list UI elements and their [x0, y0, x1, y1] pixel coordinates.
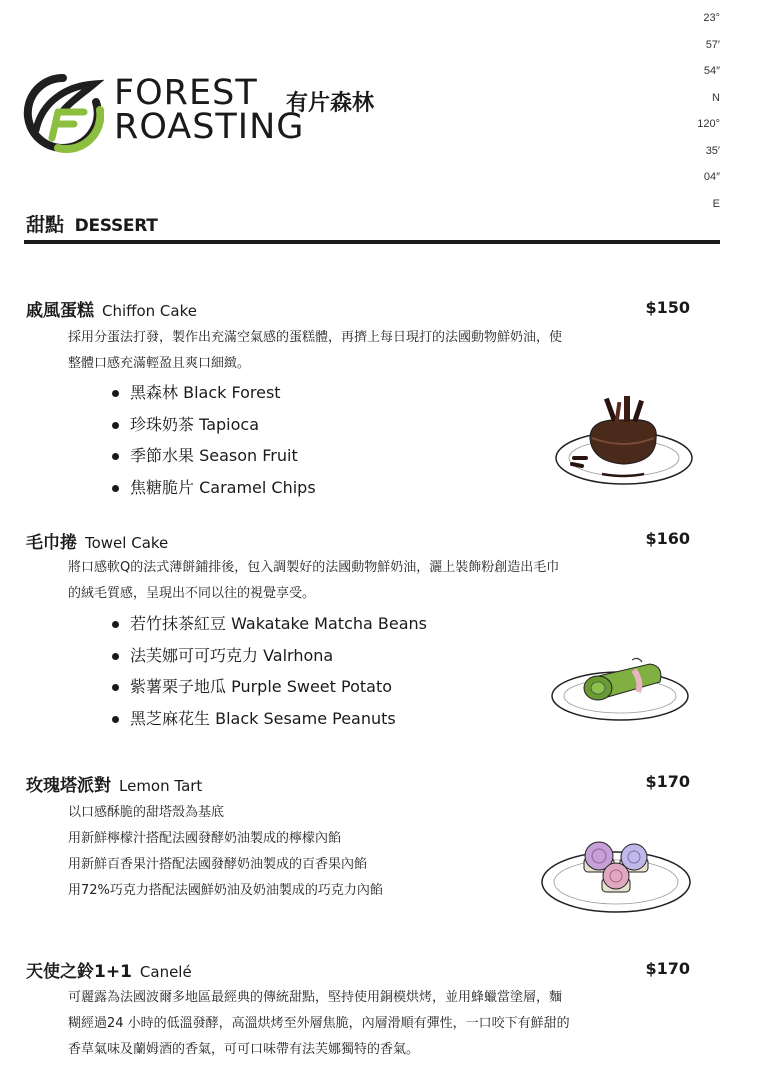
item-name-zh: 玫瑰塔派對 [26, 776, 111, 796]
section-title [26, 210, 158, 237]
option-item: 黑森林 Black Forest [112, 380, 316, 412]
item-title-towel [26, 528, 168, 553]
coord-lon-min: 35′ [705, 144, 720, 157]
item-name-en: Chiffon Cake [102, 302, 197, 320]
description-line: 可麗露為法國波爾多地區最經典的傳統甜點，堅持使用銅模烘烤，並用蜂蠟當塗層，麵 [68, 990, 563, 1005]
description-line: 用新鮮檸檬汁搭配法國發酵奶油製成的檸檬內餡 [68, 831, 342, 846]
option-item: 珍珠奶茶 Tapioca [112, 412, 316, 444]
description-line: 將口感軟Q的法式薄餅鋪排後，包入調製好的法國動物鮮奶油，灑上裝飾粉創造出毛巾 [68, 560, 560, 575]
brand-name-line1: FOREST [114, 73, 258, 113]
item-title-lemon-tart [26, 771, 202, 796]
coord-lon-deg: 120° [697, 118, 720, 130]
brand-logo [22, 72, 382, 154]
description-line: 用72%巧克力搭配法國鮮奶油及奶油製成的巧克力內餡 [68, 883, 383, 898]
option-list-chiffon [112, 380, 316, 506]
section-title-zh: 甜點 [26, 214, 65, 236]
option-item: 法芙娜可可巧克力 Valrhona [112, 643, 427, 675]
description-line: 以口感酥脆的甜塔殼為基底 [68, 805, 225, 820]
brand-name-zh: 有片森林 [286, 91, 375, 116]
item-name-en: Towel Cake [85, 534, 169, 552]
item-name-en: Lemon Tart [119, 777, 203, 795]
item-price-towel: $160 [645, 529, 690, 548]
coord-lon-sec: 04″ [703, 171, 720, 183]
chocolate-cake-illustration [552, 392, 696, 492]
item-price-lemon-tart: $170 [645, 772, 690, 791]
coordinates [680, 10, 720, 222]
item-name-zh: 天使之鈴1+1 [26, 962, 132, 982]
item-name-zh: 戚風蛋糕 [26, 301, 94, 321]
brand-name-line2: ROASTING [114, 107, 305, 147]
coord-lat-dir: N [712, 91, 720, 104]
item-price-canele: $170 [645, 959, 690, 978]
item-description-chiffon [68, 325, 708, 377]
option-item: 季節水果 Season Fruit [112, 443, 316, 475]
option-item: 黑芝麻花生 Black Sesame Peanuts [112, 706, 427, 738]
description-line: 糊經過24 小時的低溫發酵，高溫烘烤至外層焦脆，內層滑順有彈性，一口咬下有鮮甜的 [68, 1016, 570, 1031]
item-description-towel [68, 555, 708, 607]
option-list-towel [112, 611, 427, 737]
forest-logo-icon [22, 72, 104, 154]
section-divider [24, 240, 720, 244]
towel-cake-illustration [548, 652, 694, 728]
coord-lat-deg: 23° [703, 12, 720, 24]
coord-lat-min: 57′ [705, 38, 720, 51]
item-title-chiffon [26, 296, 197, 321]
description-line: 香草氣味及蘭姆酒的香氣，可可口味帶有法芙娜獨特的香氣。 [68, 1042, 420, 1057]
description-line: 用新鮮百香果汁搭配法國發酵奶油製成的百香果內餡 [68, 857, 368, 872]
option-item: 若竹抹茶紅豆 Wakatake Matcha Beans [112, 611, 427, 643]
item-title-canele [26, 957, 192, 982]
description-line: 的絨毛質感，呈現出不同以往的視覺享受。 [68, 586, 316, 601]
brand-name-en [114, 73, 305, 147]
description-line: 整體口感充滿輕盈且爽口細緻。 [68, 356, 251, 371]
item-name-zh: 毛巾捲 [26, 533, 77, 553]
coord-lon-dir: E [712, 197, 720, 210]
description-line: 採用分蛋法打發，製作出充滿空氣感的蛋糕體，再擠上每日現打的法國動物鮮奶油，使 [68, 330, 563, 345]
rose-tart-illustration [540, 840, 692, 916]
item-price-chiffon: $150 [645, 298, 690, 317]
option-item: 紫薯栗子地瓜 Purple Sweet Potato [112, 674, 427, 706]
section-title-en: DESSERT [74, 216, 158, 236]
option-item: 焦糖脆片 Caramel Chips [112, 475, 316, 507]
item-name-en: Canelé [139, 963, 192, 981]
coord-lat-sec: 54″ [703, 65, 720, 77]
item-description-canele [68, 985, 708, 1063]
